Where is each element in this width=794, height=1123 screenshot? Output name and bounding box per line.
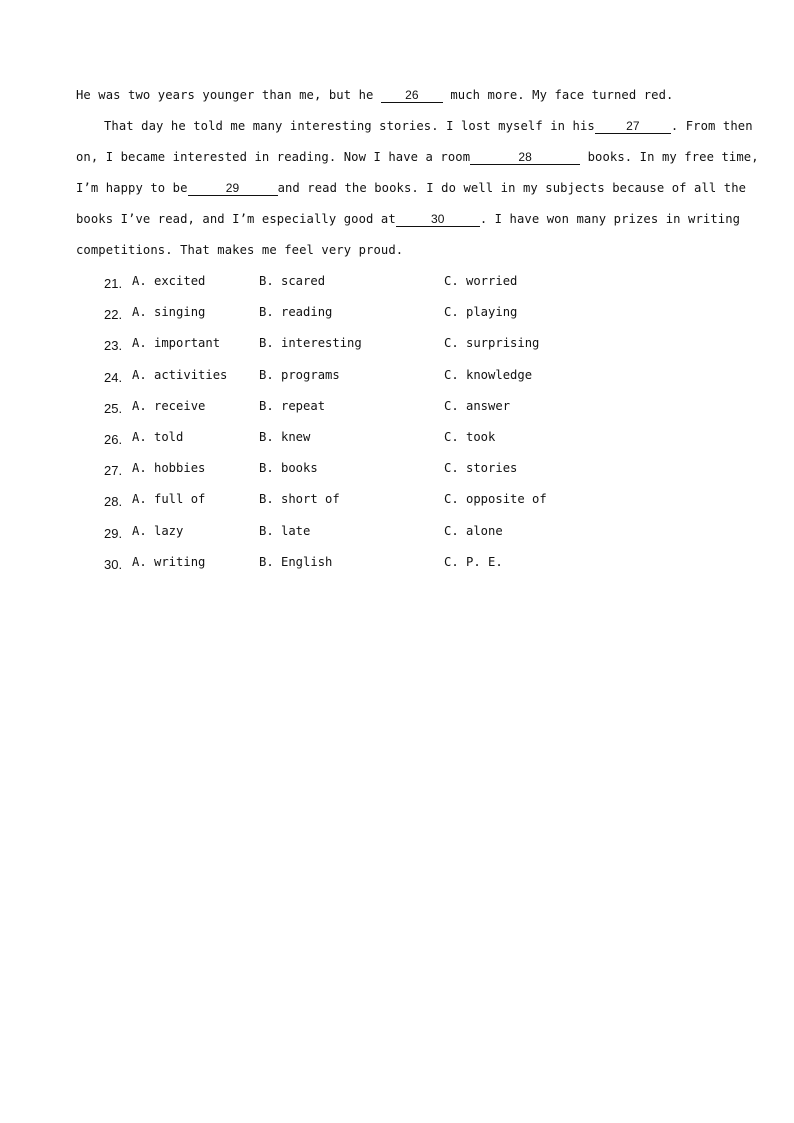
option-b: B. reading [259, 305, 333, 320]
passage-text: books. In my free time, [580, 150, 759, 164]
answer-blank-29: 29 [188, 181, 278, 196]
option-c: C. playing [444, 305, 518, 320]
option-b: B. programs [259, 367, 340, 382]
passage-line-4 [76, 173, 747, 204]
option-a: A. excited [132, 274, 206, 288]
option-b: B. books [259, 461, 318, 476]
question-number: 21. [104, 276, 123, 291]
answer-blank-28: 28 [470, 150, 580, 165]
question-number: 28. [104, 494, 123, 510]
answer-blank-30: 30 [396, 212, 480, 227]
option-a: A. told [132, 429, 184, 444]
passage-text: books I’ve read, and I’m especially good at [76, 212, 396, 226]
option-a: A. activities [132, 367, 228, 382]
passage-line-1 [76, 80, 718, 111]
option-c: C. stories [444, 461, 518, 476]
question-number: 27. [104, 463, 123, 479]
passage-text: . From then [670, 119, 753, 133]
option-c: C. surprising [444, 336, 540, 351]
passage-text: competitions. That makes me feel very proud. [76, 243, 404, 257]
passage-text: I’m happy to be [76, 181, 188, 195]
option-a: A. full of [132, 492, 206, 507]
option-a: A. hobbies [132, 461, 206, 476]
passage-line-6 [76, 235, 718, 266]
passage-text: and read the books. I do well in my subjects because of all the [277, 181, 747, 195]
passage-line-5 [76, 204, 741, 235]
option-b: B. repeat [259, 398, 326, 413]
option-a: A. important [132, 336, 221, 351]
option-c: C. knowledge [444, 367, 533, 382]
question-number: 23. [104, 338, 123, 354]
option-b: B. interesting [259, 336, 362, 351]
option-c: C. P. E. [444, 554, 503, 569]
passage-text: That day he told me many interesting stories. I lost myself in his [104, 119, 595, 133]
option-c: C. worried [444, 274, 518, 288]
answer-blank-26: 26 [381, 88, 443, 103]
question-number: 30. [104, 556, 123, 572]
option-a: A. receive [132, 398, 206, 413]
option-b: B. English [259, 554, 333, 569]
passage-line-2 [76, 111, 753, 142]
passage-text: on, I became interested in reading. Now I have a room [76, 150, 471, 164]
passage-text: much more. My face turned red. [442, 88, 674, 102]
passage-text: . I have won many prizes in writing [479, 212, 741, 226]
question-number: 22. [104, 307, 123, 323]
option-c: C. took [444, 429, 496, 444]
option-b: B. short of [259, 492, 340, 507]
passage-line-3 [76, 142, 759, 173]
option-a: A. lazy [132, 523, 184, 538]
passage-text: He was two years younger than me, but he [76, 88, 381, 102]
question-number: 25. [104, 400, 123, 416]
option-b: B. knew [259, 429, 311, 444]
answer-blank-27: 27 [595, 119, 671, 134]
option-b: B. scared [259, 274, 326, 288]
question-number: 24. [104, 369, 123, 385]
option-a: A. writing [132, 554, 206, 569]
question-number: 29. [104, 525, 123, 541]
option-c: C. answer [444, 398, 511, 413]
question-number: 26. [104, 431, 123, 447]
option-c: C. alone [444, 523, 503, 538]
reading-passage [76, 80, 759, 266]
option-b: B. late [259, 523, 311, 538]
option-a: A. singing [132, 305, 206, 320]
option-c: C. opposite of [444, 492, 547, 507]
